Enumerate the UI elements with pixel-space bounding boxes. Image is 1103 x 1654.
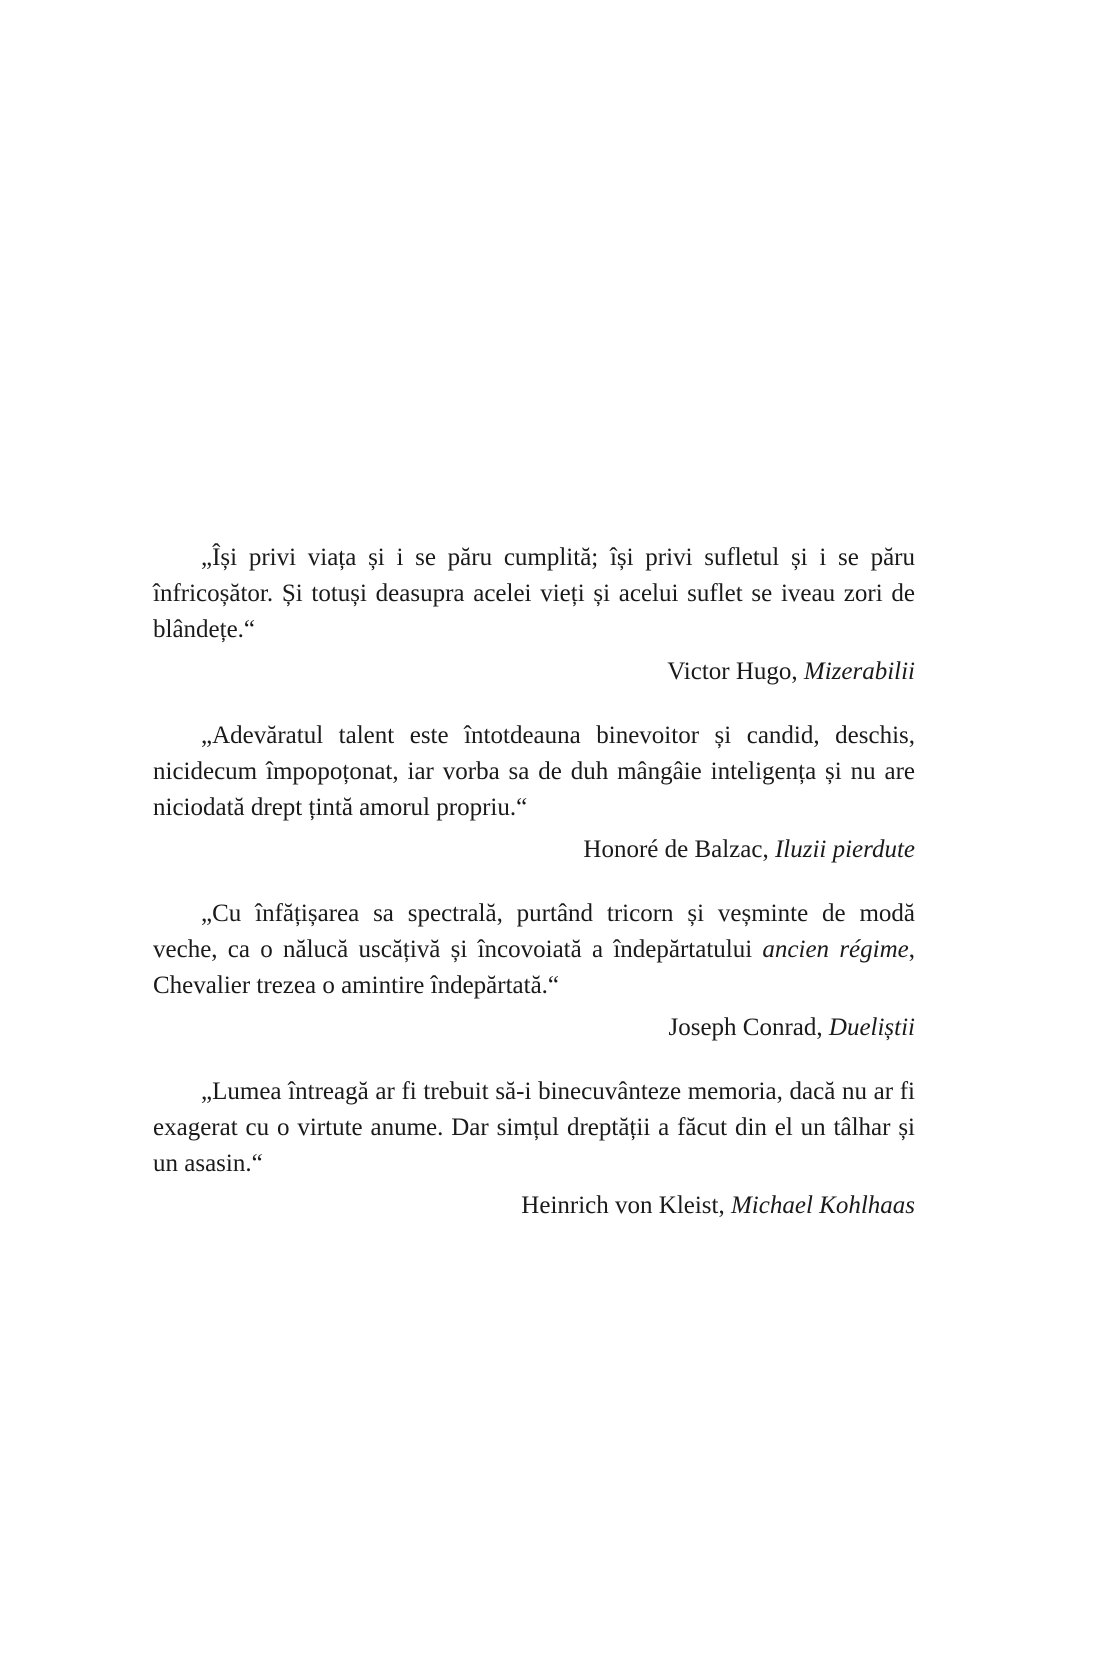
quote-block-hugo bbox=[153, 540, 915, 690]
quote-block-conrad bbox=[153, 896, 915, 1046]
attribution-work: Michael Kohlhaas bbox=[730, 1192, 915, 1219]
quote-text: „Își privi viața și i se păru cumplită; își privi sufletul și i se păru înfricoșător. Și totuși deasupra acelei vieți și acelui suflet se iveau zori de blândețe.“ bbox=[153, 544, 915, 643]
attribution-work: Dueliștii bbox=[828, 1014, 915, 1041]
attribution-work: Iluzii pierdute bbox=[774, 836, 915, 863]
quote-block-kleist bbox=[153, 1074, 915, 1224]
quote-text: „Lumea întreagă ar fi trebuit să-i binecuvânteze memoria, dacă nu ar fi exagerat cu o virtute anume. Dar simțul dreptății a făcut din el un tâlhar și un asasin.“ bbox=[153, 1078, 915, 1177]
attribution bbox=[153, 1188, 915, 1224]
quote-text: „Cu înfățișarea sa spectrală, purtând tricorn și veșminte de modă veche, ca o nălucă uscățivă și încovoiată a îndepărtatului ancien régime, Chevalier trezea o amintire îndepărtată.“ bbox=[153, 900, 915, 999]
attribution bbox=[153, 832, 915, 868]
attribution-author: Heinrich von Kleist, bbox=[521, 1192, 731, 1219]
attribution bbox=[153, 654, 915, 690]
quote-block-balzac bbox=[153, 718, 915, 868]
attribution-work: Mizerabilii bbox=[803, 658, 915, 685]
attribution-author: Victor Hugo, bbox=[667, 658, 804, 685]
epigraphs-block bbox=[153, 540, 915, 1252]
attribution-author: Honoré de Balzac, bbox=[583, 836, 775, 863]
attribution-author: Joseph Conrad, bbox=[668, 1014, 829, 1041]
attribution bbox=[153, 1010, 915, 1046]
quote-text: „Adevăratul talent este întotdeauna binevoitor și candid, deschis, nicidecum împopoțonat, iar vorba sa de duh mângâie inteligența și nu are niciodată drept țintă amorul propriu.“ bbox=[153, 722, 915, 821]
